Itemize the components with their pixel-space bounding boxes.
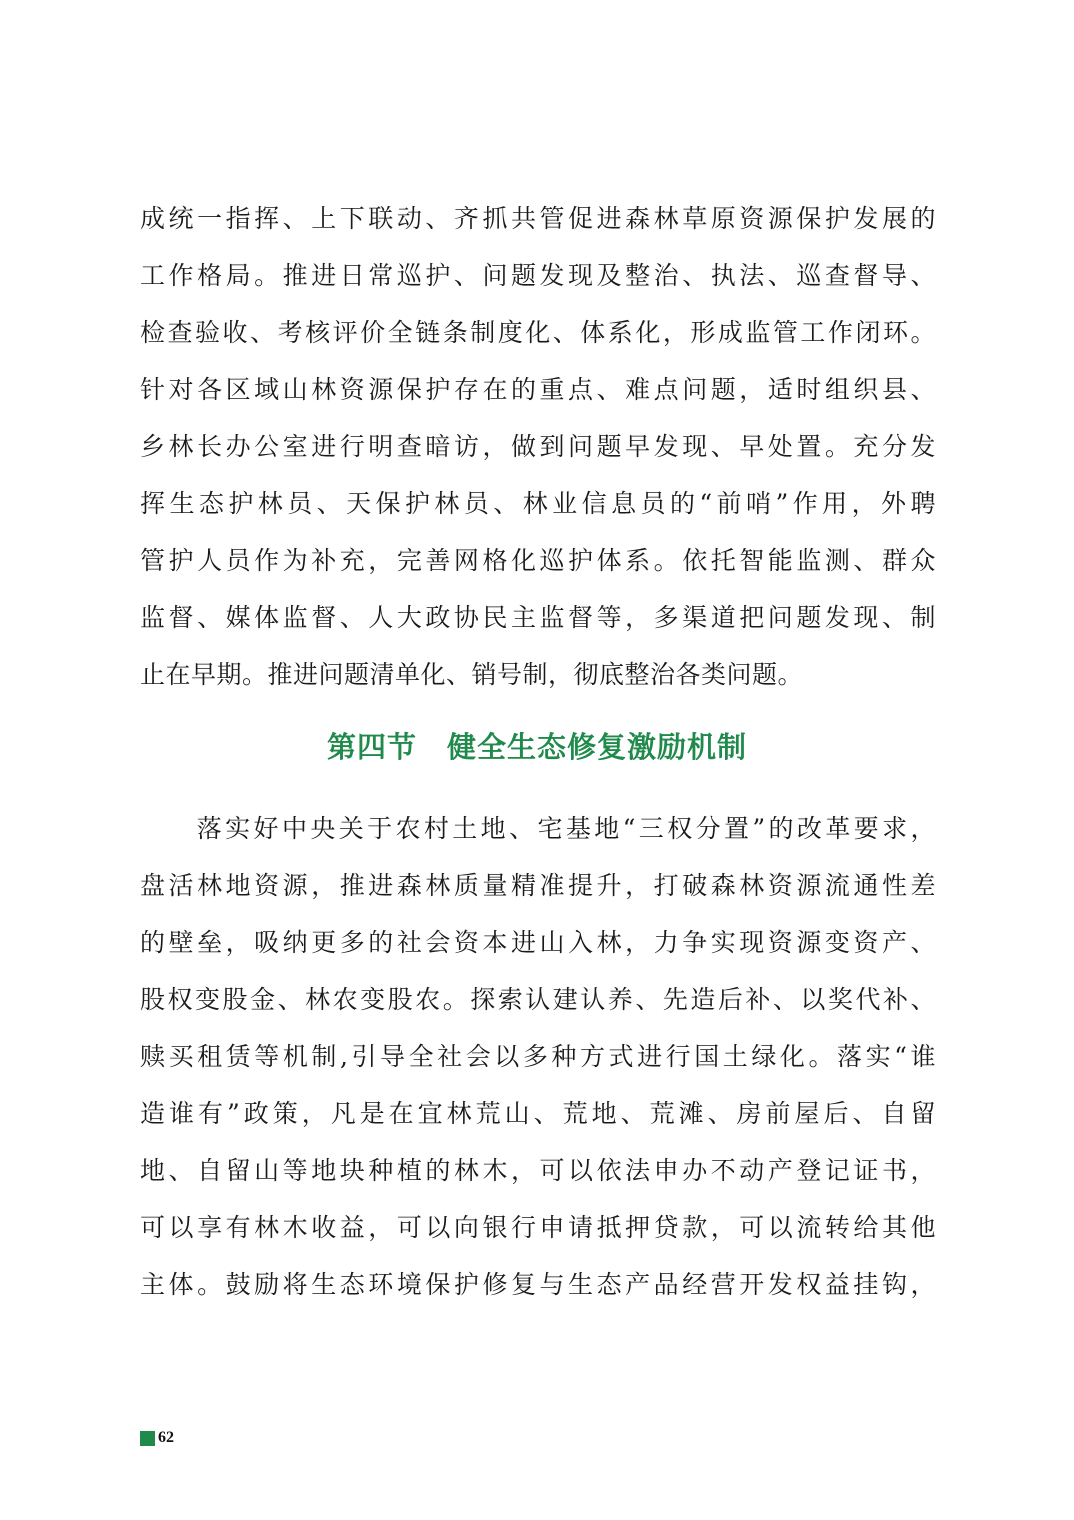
paragraph-line: 监督、媒体监督、人大政协民主监督等，多渠道把问题发现、制 xyxy=(140,603,936,632)
paragraph-line: 挥生态护林员、天保护林员、林业信息员的“前哨”作用，外聘 xyxy=(140,489,936,518)
paragraph-line: 落实好中央关于农村土地、宅基地“三权分置”的改革要求， xyxy=(140,814,936,843)
paragraph-line: 管护人员作为补充，完善网格化巡护体系。依托智能监测、群众 xyxy=(140,546,936,575)
paragraph-line: 的壁垒，吸纳更多的社会资本进山入林，力争实现资源变资产、 xyxy=(140,928,936,957)
page-footer xyxy=(140,1428,174,1448)
page-number: 62 xyxy=(158,1429,174,1446)
page-marker-square-icon xyxy=(140,1431,155,1446)
paragraph-line: 工作格局。推进日常巡护、问题发现及整治、执法、巡查督导、 xyxy=(140,261,936,290)
section-heading: 第四节 健全生态修复激励机制 xyxy=(326,730,747,764)
paragraph-line: 盘活林地资源，推进森林质量精准提升，打破森林资源流通性差 xyxy=(140,871,936,900)
paragraph-line: 针对各区域山林资源保护存在的重点、难点问题，适时组织县、 xyxy=(140,375,936,404)
paragraph-line: 赎买租赁等机制,引导全社会以多种方式进行国土绿化。落实“谁 xyxy=(140,1042,936,1071)
paragraph-line: 检查验收、考核评价全链条制度化、体系化，形成监管工作闭环。 xyxy=(140,318,936,347)
paragraph-2 xyxy=(140,800,936,1313)
paragraph-line: 地、自留山等地块种植的林木，可以依法申办不动产登记证书， xyxy=(140,1156,936,1185)
paragraph-line: 主体。鼓励将生态环境保护修复与生态产品经营开发权益挂钩， xyxy=(140,1270,936,1299)
paragraph-1 xyxy=(140,190,936,703)
paragraph-line: 成统一指挥、上下联动、齐抓共管促进森林草原资源保护发展的 xyxy=(140,204,936,233)
paragraph-line: 止在早期。推进问题清单化、销号制，彻底整治各类问题。 xyxy=(140,660,804,689)
paragraph-line: 造谁有”政策，凡是在宜林荒山、荒地、荒滩、房前屋后、自留 xyxy=(140,1099,936,1128)
paragraph-line: 股权变股金、林农变股农。探索认建认养、先造后补、以奖代补、 xyxy=(140,985,936,1014)
paragraph-line: 乡林长办公室进行明查暗访，做到问题早发现、早处置。充分发 xyxy=(140,432,936,461)
paragraph-line: 可以享有林木收益，可以向银行申请抵押贷款，可以流转给其他 xyxy=(140,1213,936,1242)
